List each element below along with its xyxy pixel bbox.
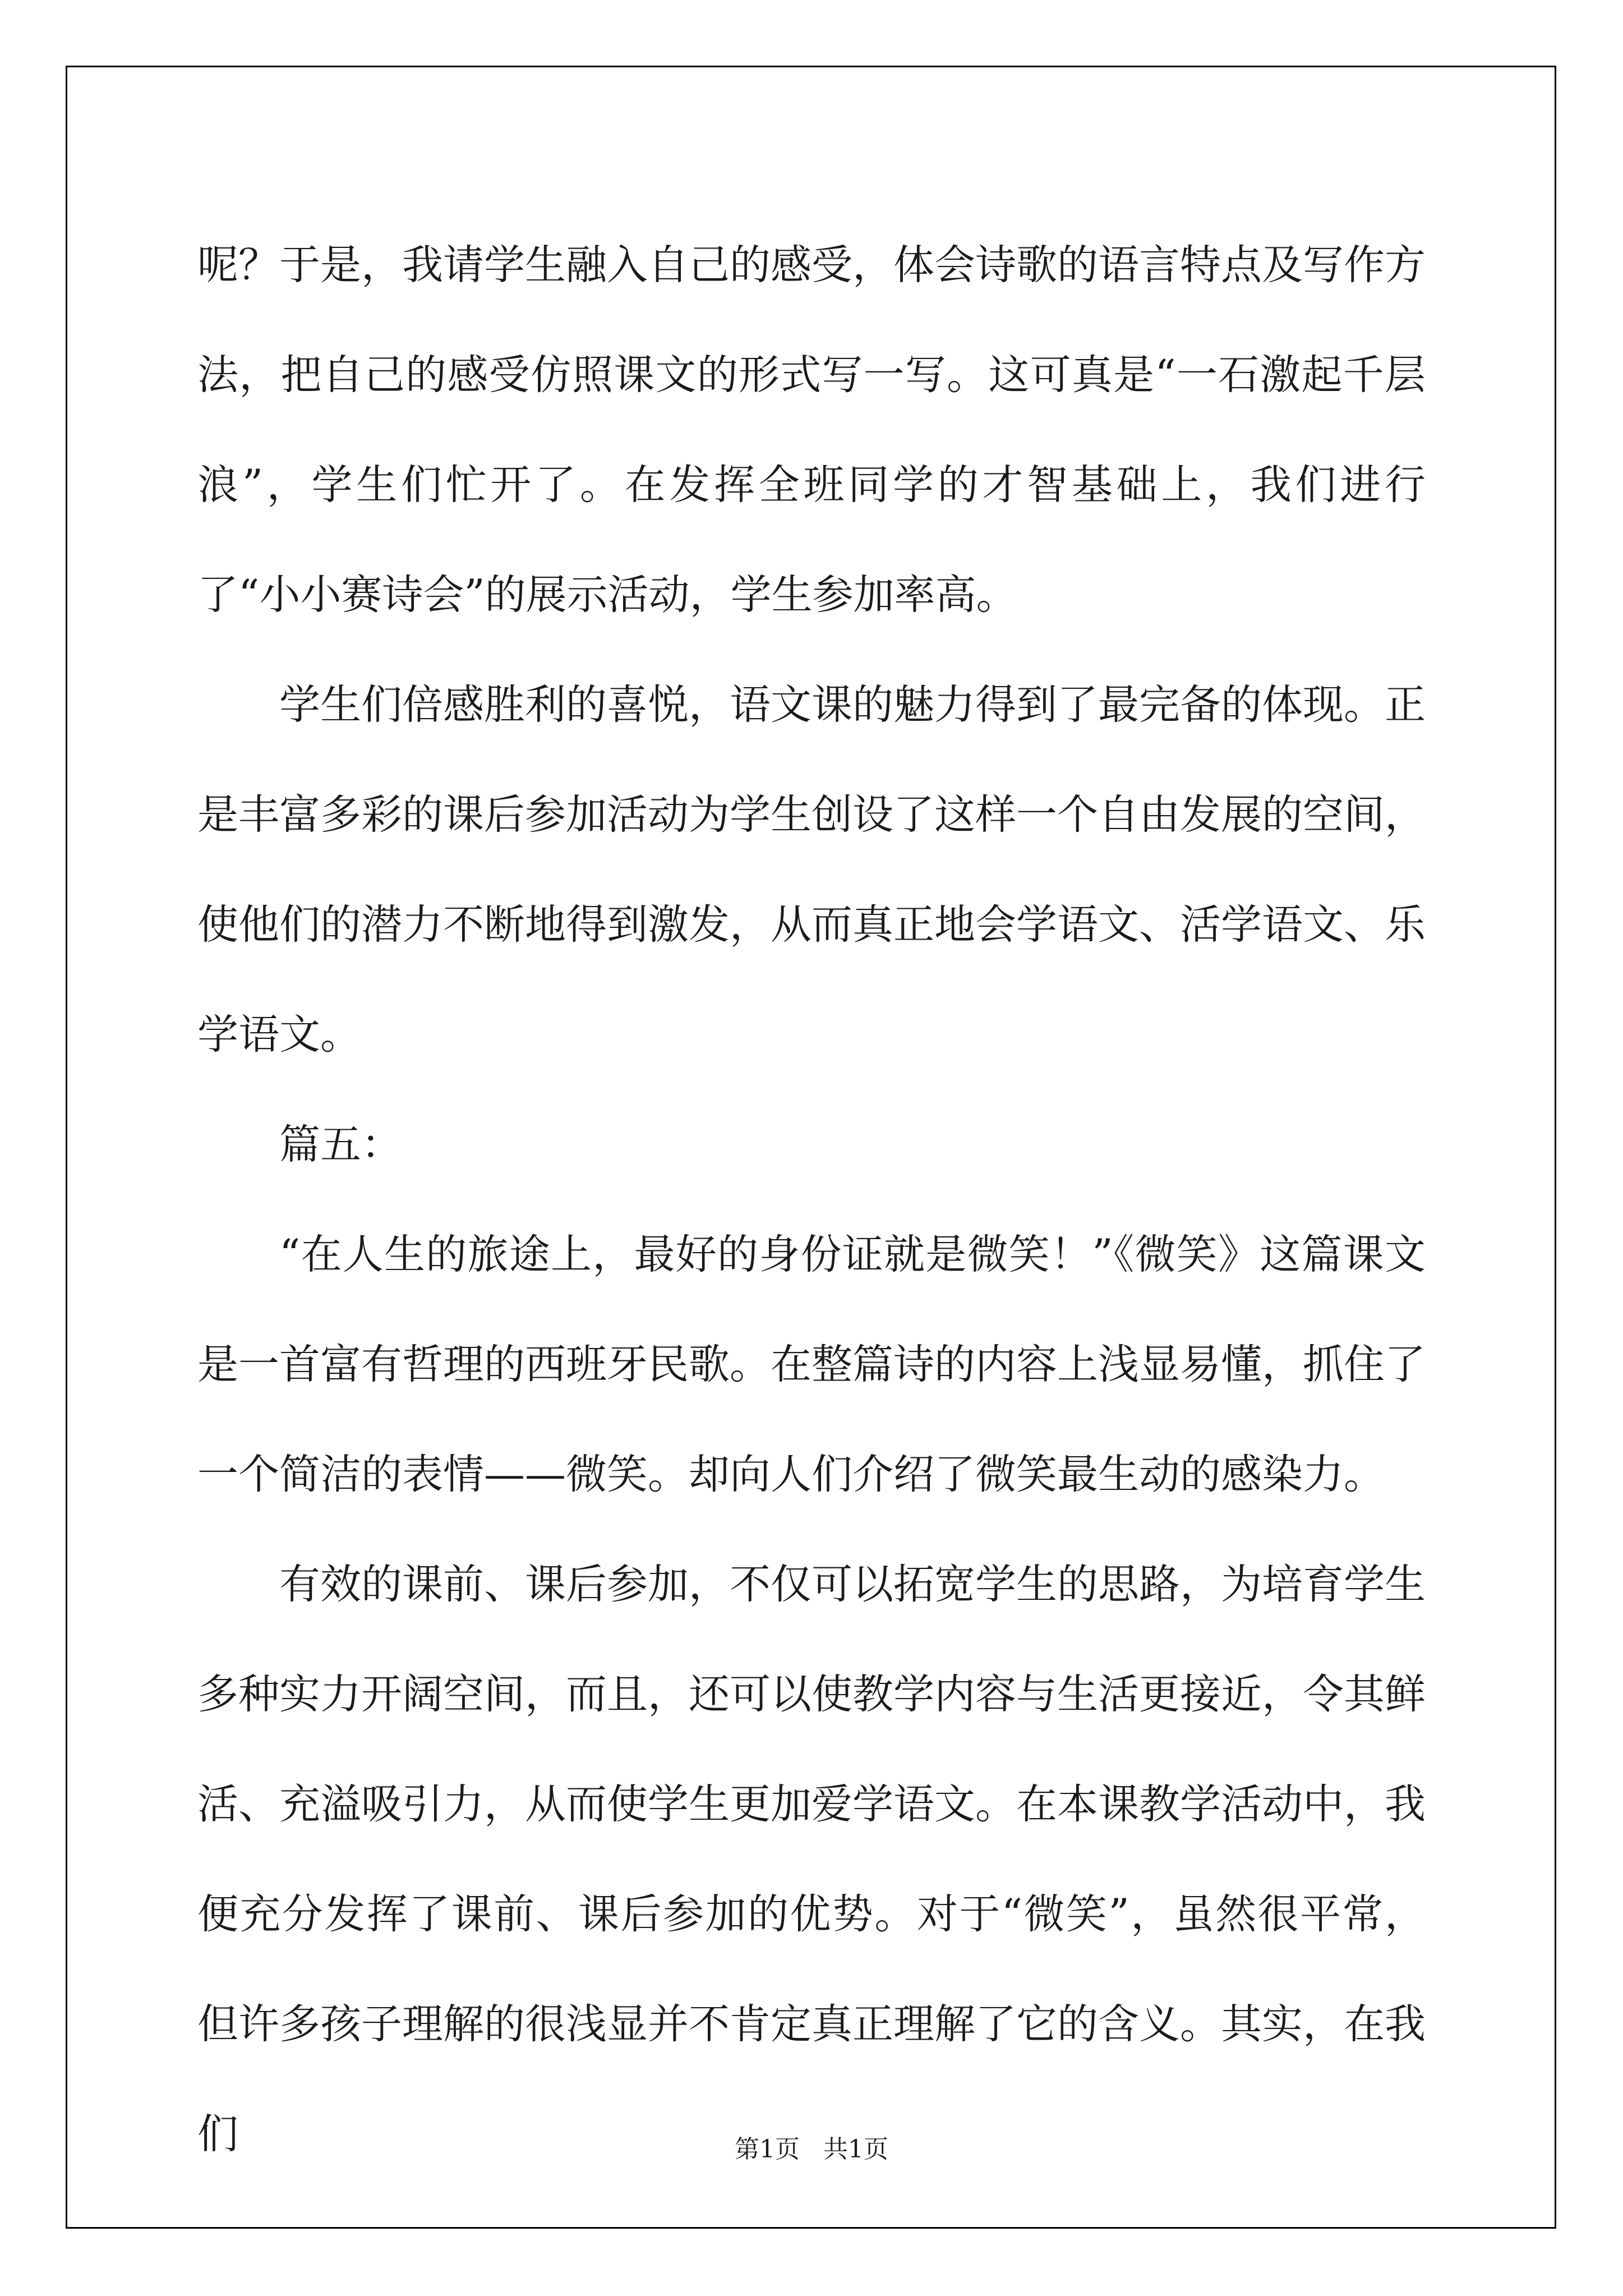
document-body xyxy=(197,210,1426,2189)
paragraph-2: 学生们倍感胜利的喜悦，语文课的魅力得到了最完备的体现。正是丰富多彩的课后参加活动为学生创设了这样一个自由发展的空间，使他们的潜力不断地得到激发，从而真正地会学语文、活学语文、乐学语文。 xyxy=(197,681,1426,1059)
paragraph-1: 呢？于是，我请学生融入自己的感受，体会诗歌的语言特点及写作方法，把自己的感受仿照课文的形式写一写。这可真是“一石激起千层浪”，学生们忙开了。在发挥全班同学的才智基础上，我们进行了“小小赛诗会”的展示活动，学生参加率高。 xyxy=(197,241,1426,619)
section-heading: 篇五： xyxy=(279,1121,402,1168)
paragraph-3: “在人生的旅途上，最好的身份证就是微笑！”《微笑》这篇课文是一首富有哲理的西班牙民歌。在整篇诗的内容上浅显易懂，抓住了一个简洁的表情——微笑。却向人们介绍了微笑最生动的感染力。 xyxy=(197,1231,1426,1498)
page-footer: 第1页 共1页 xyxy=(735,2135,888,2164)
paragraph-4: 有效的课前、课后参加，不仅可以拓宽学生的思路，为培育学生多种实力开阔空间，而且，还可以使教学内容与生活更接近，令其鲜活、充溢吸引力，从而使学生更加爱学语文。在本课教学活动中，我便充分发挥了课前、课后参加的优势。对于“微笑”，虽然很平常，但许多孩子理解的很浅显并不肯定真正理解了它的含义。其实，在我们 xyxy=(197,1561,1426,2158)
